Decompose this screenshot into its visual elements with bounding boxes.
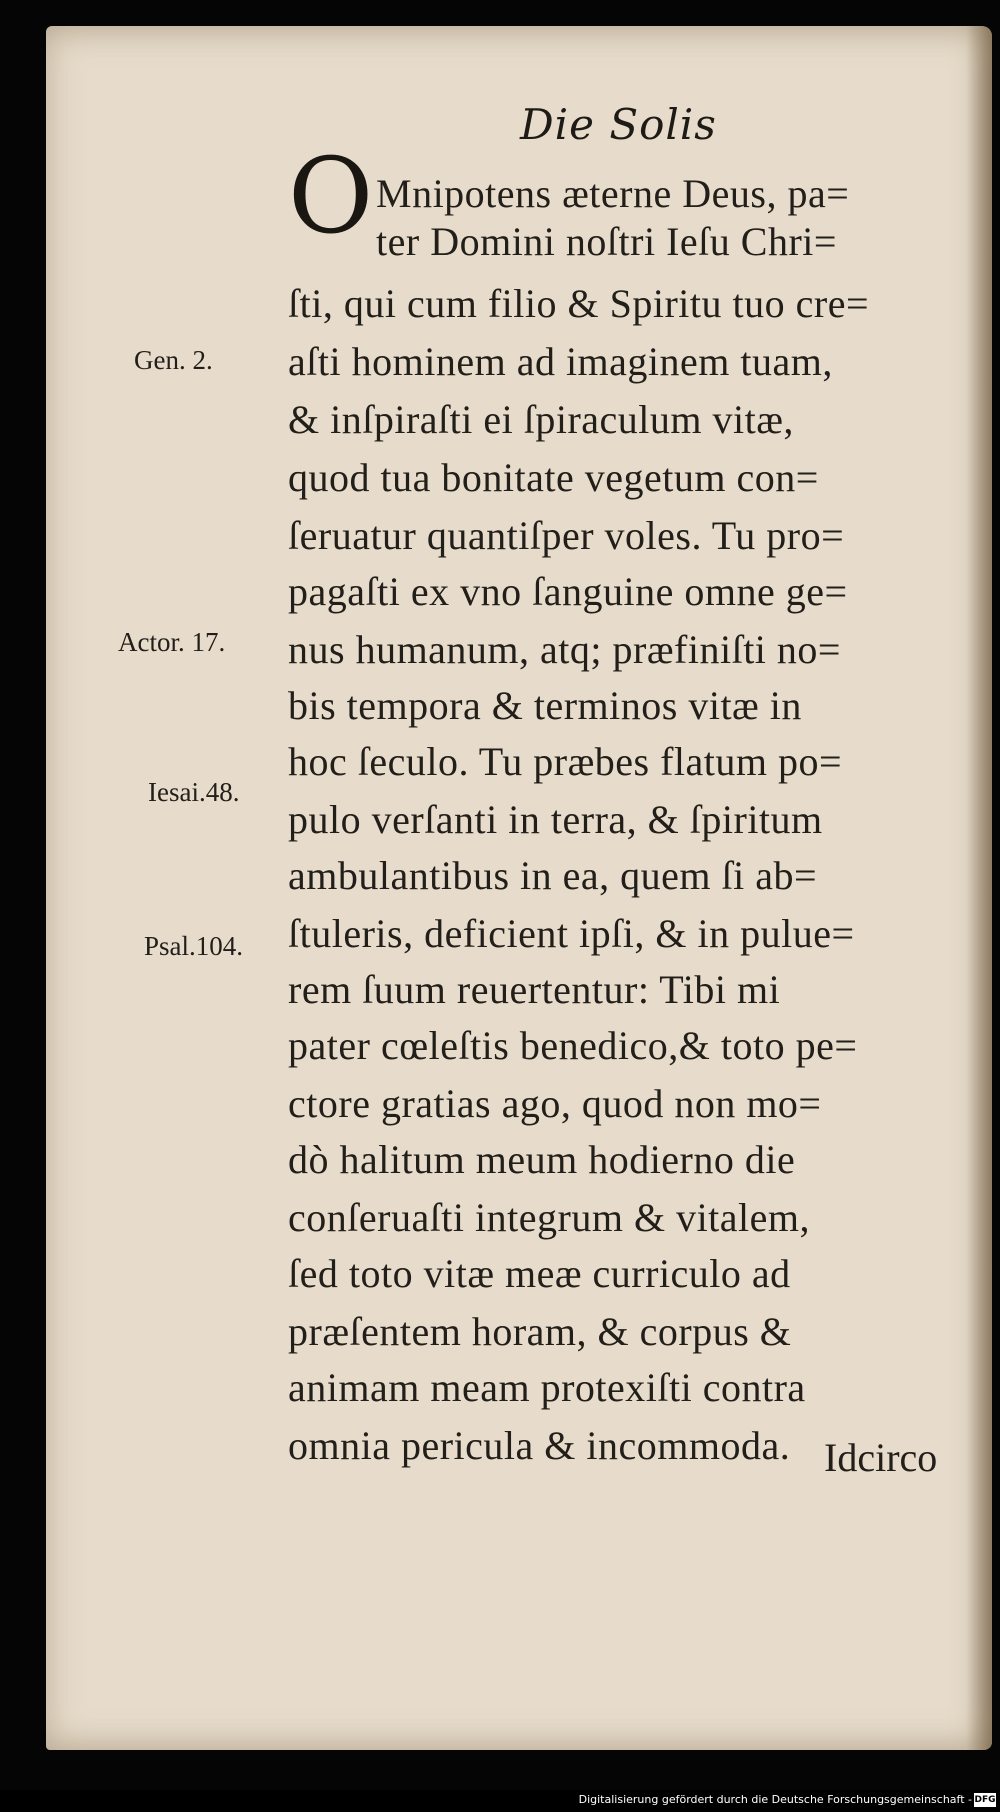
text-line: pagaſti ex vno ſanguine omne ge= (288, 569, 848, 614)
text-line: quod tua bonitate vegetum con= (288, 455, 819, 500)
margin-note-genesis: Gen. 2. (134, 345, 213, 375)
digitization-credit: Digitalisierung gefördert durch die Deutsche Forschungsgemeinschaft - (578, 1793, 972, 1806)
running-head: Die Solis (520, 100, 717, 149)
margin-note-psalm: Psal.104. (144, 931, 244, 961)
text-line: præſentem horam, & corpus & (288, 1309, 792, 1354)
text-line: animam meam protexiſti contra (288, 1365, 806, 1410)
text-line: dò halitum meum hodierno die (288, 1137, 796, 1182)
text-line: rem ſuum reuertentur: Tibi mi (288, 967, 781, 1012)
text-line: ſtuleris, deficient ipſi, & in pulue= (288, 911, 855, 956)
text-line: ter Domini noſtri Ieſu Chri= (376, 219, 837, 264)
text-line: ſti, qui cum filio & Spiritu tuo cre= (288, 281, 869, 326)
text-line: aſti hominem ad imaginem tuam, (288, 339, 833, 384)
text-line: bis tempora & terminos vitæ in (288, 683, 802, 728)
text-line: ſed toto vitæ meæ curriculo ad (288, 1251, 791, 1296)
dfg-logo-icon: DFG (974, 1795, 996, 1805)
catchword: Idcirco (824, 1435, 938, 1480)
text-line: hoc ſeculo. Tu præbes flatum po= (288, 739, 843, 784)
margin-note-acts: Actor. 17. (118, 627, 226, 657)
text-line: ambulantibus in ea, quem ſi ab= (288, 853, 818, 898)
margin-note-isaiah: Iesai.48. (148, 777, 240, 807)
text-line: pulo verſanti in terra, & ſpiritum (288, 797, 823, 842)
text-line: pater cœleſtis benedico,& toto pe= (288, 1023, 858, 1068)
drop-initial: O (288, 135, 374, 257)
text-line: omnia pericula & incommoda. (288, 1423, 791, 1468)
text-line: Mnipotens æterne Deus, pa= (376, 171, 850, 216)
text-line: conſeruaſti integrum & vitalem, (288, 1195, 811, 1240)
text-line: nus humanum, atq; præfiniſti no= (288, 627, 841, 672)
text-line: ſeruatur quantiſper voles. Tu pro= (288, 513, 845, 558)
text-line: & inſpiraſti ei ſpiraculum vitæ, (288, 397, 794, 442)
text-line: ctore gratias ago, quod non mo= (288, 1081, 822, 1126)
